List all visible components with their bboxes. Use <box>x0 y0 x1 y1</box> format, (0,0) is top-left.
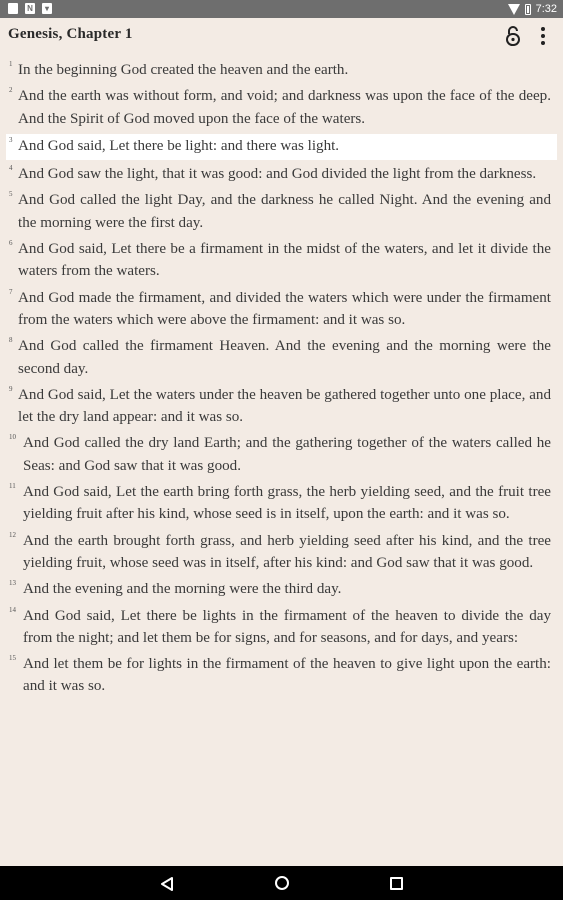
verse-number: 5 <box>9 190 13 199</box>
verse-text: And God said, Let there be a firmament in the midst of the waters, and let it divide the waters from the waters. <box>18 241 551 280</box>
wifi-icon <box>508 4 520 15</box>
verse-text: And God saw the light, that it was good: and God divided the light from the darkness. <box>18 166 537 183</box>
verse-text: And God called the dry land Earth; and the gathering together of the waters called he Seas: and God saw that it was good. <box>23 435 551 474</box>
verse-text: And God said, Let there be light: and there was light. <box>18 137 340 154</box>
verse-number: 3 <box>9 135 13 144</box>
verse[interactable] <box>6 383 557 432</box>
verse[interactable] <box>6 237 557 286</box>
lock-button[interactable] <box>504 24 522 48</box>
verse-number: 2 <box>9 86 13 95</box>
verse-number: 8 <box>9 336 13 345</box>
verse-text: And God said, Let the earth bring forth grass, the herb yielding seed, and the fruit tree yielding fruit after his kind, whose seed is in itself, upon the earth: and it was so. <box>23 484 551 523</box>
verse-text: And the earth brought forth grass, and herb yielding seed after his kind, and the tree yielding fruit, whose seed was in itself, after his kind: and God saw that it was good. <box>23 532 551 571</box>
lock-icon <box>504 24 522 48</box>
verse-number: 10 <box>9 433 16 442</box>
back-icon <box>160 877 174 891</box>
verse-text: In the beginning God created the heaven and the earth. <box>18 62 349 78</box>
notification-icon <box>8 3 18 14</box>
status-time: 7:32 <box>535 3 557 15</box>
verse[interactable] <box>6 529 557 578</box>
verse[interactable] <box>6 58 557 84</box>
verse-text: And God said, Let the waters under the heaven be gathered together unto one place, and let the dry land appear: and it was so. <box>18 386 551 426</box>
verse-text: And God called the light Day, and the darkness he called Night. And the evening and the morning were the first day. <box>18 192 551 231</box>
verse[interactable] <box>6 577 557 603</box>
recents-button[interactable] <box>390 877 403 890</box>
verse-number: 7 <box>9 287 13 296</box>
verse-number: 15 <box>9 654 16 663</box>
verse-number: 13 <box>9 579 16 588</box>
verse-text: And God said, Let there be lights in the firmament of the heaven to divide the day from the night; and let them be for signs, and for seasons, and for days, and years: <box>23 607 551 646</box>
verse[interactable] <box>6 652 557 701</box>
verse-text: And the evening and the morning were the third day. <box>23 581 342 598</box>
verse[interactable] <box>6 604 557 653</box>
verse[interactable] <box>6 188 557 237</box>
back-button[interactable] <box>160 876 174 895</box>
verse[interactable] <box>6 480 557 529</box>
verse-text: And God made the firmament, and divided the waters which were under the firmament from the waters which were above the firmament: and it was so. <box>18 289 551 328</box>
verse-number: 1 <box>9 60 13 68</box>
verse-number: 9 <box>9 384 13 393</box>
verse-number: 6 <box>9 239 13 248</box>
more-options-button[interactable] <box>533 24 553 48</box>
status-right-icons <box>508 2 557 16</box>
n-icon: N <box>25 3 35 14</box>
more-vert-icon <box>541 27 545 31</box>
verse-number: 14 <box>9 605 16 614</box>
verse-number: 11 <box>9 482 16 491</box>
status-bar <box>0 0 563 18</box>
verse-text: And let them be for lights in the firmament of the heaven to give light upon the earth: and it was so. <box>23 656 551 695</box>
verse[interactable] <box>6 134 557 160</box>
verse-number: 4 <box>9 164 13 173</box>
verse-number: 12 <box>9 530 16 539</box>
home-button[interactable] <box>275 876 289 890</box>
status-left-icons <box>8 3 52 14</box>
verse[interactable] <box>6 84 557 133</box>
verse-list <box>0 58 563 701</box>
verse[interactable] <box>6 286 557 335</box>
verse[interactable] <box>6 334 557 383</box>
verse-text: And God called the firmament Heaven. And the evening and the morning were the second day. <box>18 338 551 377</box>
verse[interactable] <box>6 162 557 188</box>
verse-text: And the earth was without form, and void; and darkness was upon the face of the deep. And the Spirit of God moved upon the face of the waters. <box>18 88 551 127</box>
navigation-bar <box>0 866 563 900</box>
app-bar <box>0 18 563 54</box>
battery-icon <box>525 4 531 15</box>
verse[interactable] <box>6 431 557 480</box>
download-icon: ▾ <box>42 3 52 14</box>
page-title[interactable]: Genesis, Chapter 1 <box>8 26 133 42</box>
